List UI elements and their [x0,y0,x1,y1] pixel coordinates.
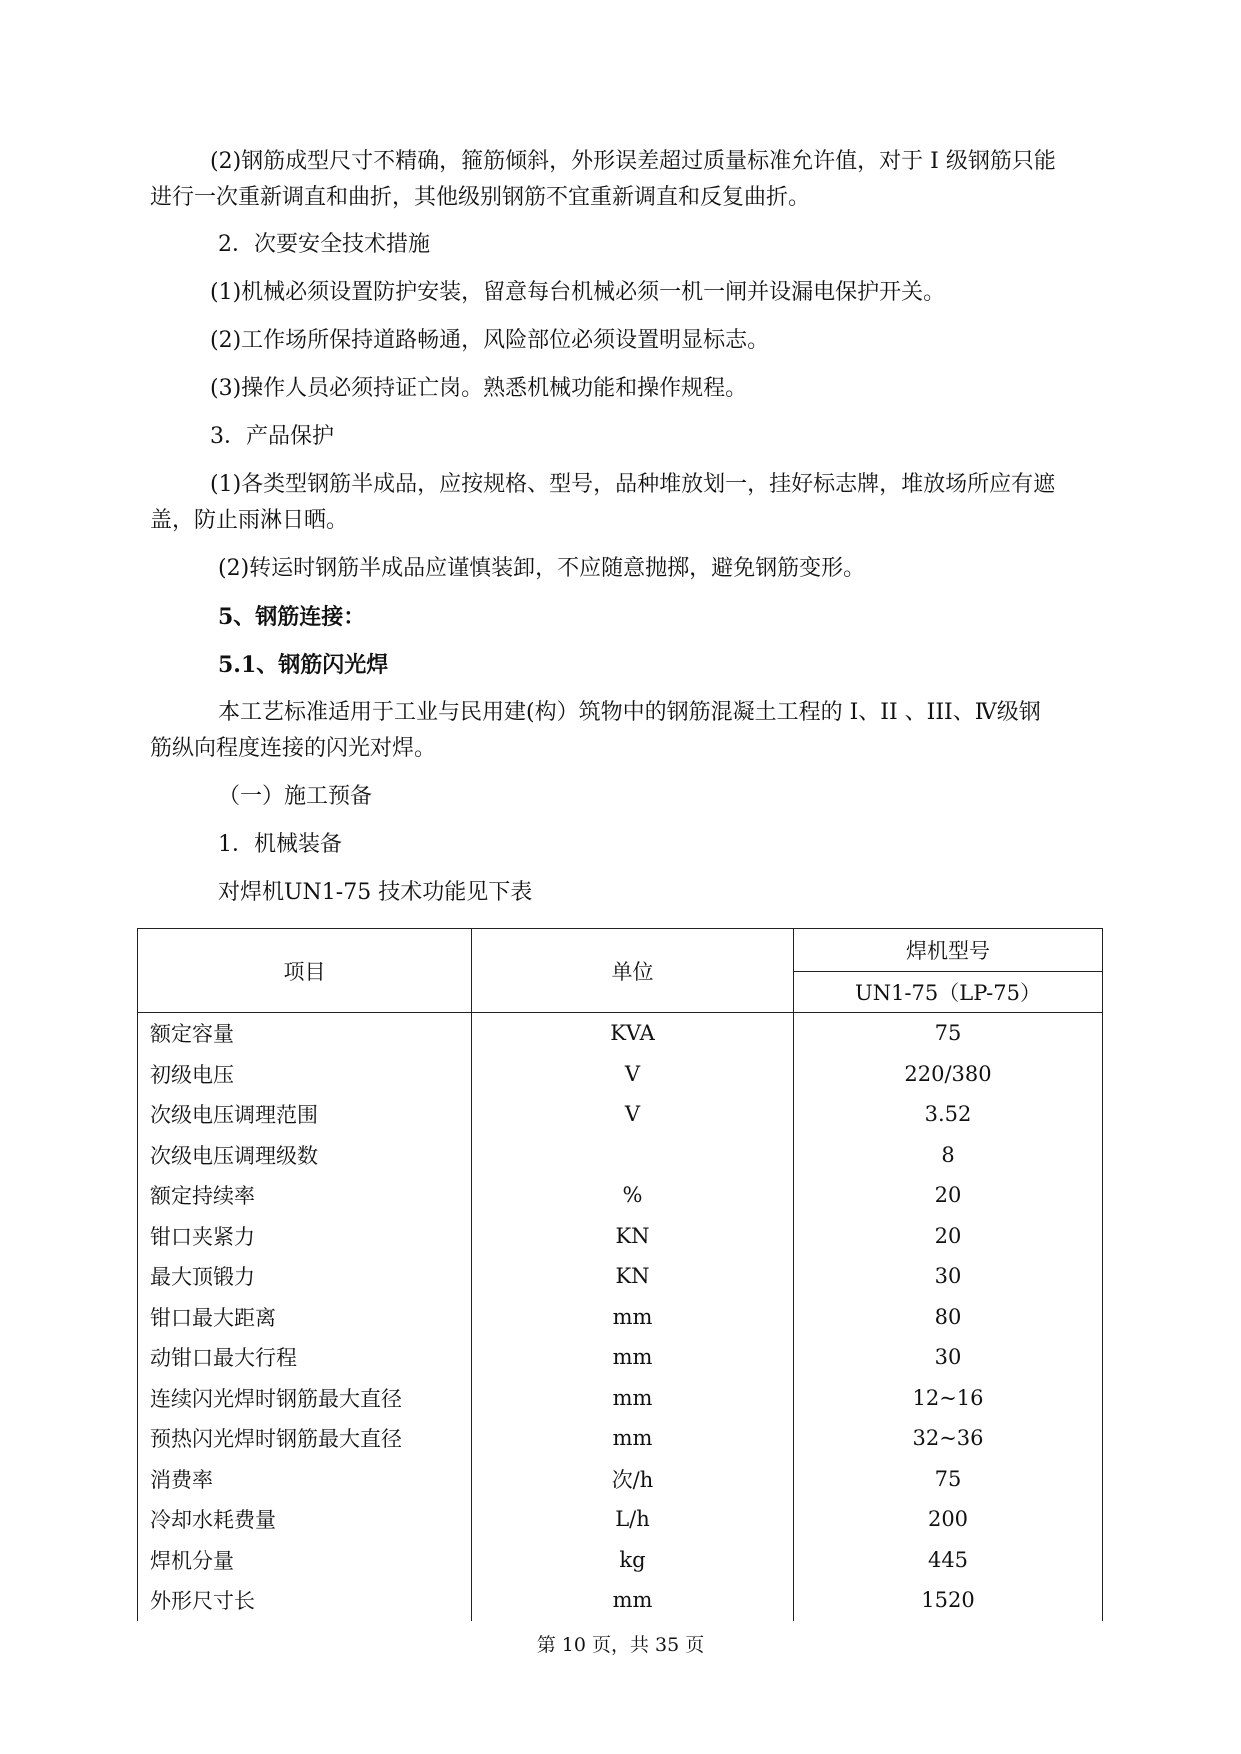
table-row [138,1540,1103,1581]
table-body [138,1013,1103,1621]
row-unit: mm [472,1378,794,1419]
paragraph-safety-2: (2)工作场所保持道路畅通，风险部位必须设置明显标志。 [210,328,770,353]
heading-safety-measures: 2．次要安全技术措施 [218,232,430,257]
row-value: 8 [794,1135,1103,1176]
row-value: 3.52 [794,1094,1103,1135]
heading-construction-prep: （一）施工预备 [218,784,373,809]
table-row [138,1013,1103,1054]
row-item: 额定容量 [138,1013,472,1054]
section-heading-flash-welding: 5.1、钢筋闪光焊 [218,652,389,678]
table-row [138,1094,1103,1135]
table-row [138,1297,1103,1338]
row-unit: KN [472,1216,794,1257]
row-item: 消费率 [138,1459,472,1500]
paragraph-protection-1-line1: (1)各类型钢筋半成品，应按规格、型号，品种堆放划一，挂好标志牌，堆放场所应有遮 [210,472,1056,497]
row-unit: mm [472,1580,794,1621]
row-unit: kg [472,1540,794,1581]
paragraph-protection-1-line2: 盖，防止雨淋日晒。 [150,508,349,533]
row-value: 220/380 [794,1054,1103,1095]
row-unit: mm [472,1297,794,1338]
row-unit: KVA [472,1013,794,1054]
row-unit: KN [472,1256,794,1297]
header-model: 焊机型号 [794,929,1103,972]
row-item: 动钳口最大行程 [138,1337,472,1378]
paragraph-rebar-forming-line1: (2)钢筋成型尺寸不精确，箍筋倾斜，外形误差超过质量标准允许值，对于 I 级钢筋只能 [210,149,1056,174]
table-row [138,1175,1103,1216]
row-item: 预热闪光焊时钢筋最大直径 [138,1418,472,1459]
row-unit: % [472,1175,794,1216]
page-footer: 第 10 页，共 35 页 [536,1634,705,1656]
paragraph-protection-2: (2)转运时钢筋半成品应谨慎装卸，不应随意抛掷，避免钢筋变形。 [218,556,866,581]
row-value: 1520 [794,1580,1103,1621]
row-item: 钳口最大距离 [138,1297,472,1338]
row-value: 200 [794,1499,1103,1540]
table-row [138,1337,1103,1378]
table-caption: 对焊机UN1-75 技术功能见下表 [218,880,533,905]
paragraph-scope-line1: 本工艺标准适用于工业与民用建(构）筑物中的钢筋混凝土工程的 I、II 、III、Ⅳ级钢 [218,700,1041,725]
row-item: 冷却水耗费量 [138,1499,472,1540]
paragraph-scope-line2: 筋纵向程度连接的闪光对焊。 [150,736,437,761]
row-unit: L/h [472,1499,794,1540]
heading-machinery: 1．机械装备 [218,832,342,857]
row-unit: V [472,1054,794,1095]
paragraph-safety-1: (1)机械必须设置防护安装，留意每台机械必须一机一闸并设漏电保护开关。 [210,280,946,305]
row-value: 30 [794,1256,1103,1297]
paragraph-safety-3: (3)操作人员必须持证亡岗。熟悉机械功能和操作规程。 [210,376,748,401]
row-item: 次级电压调理范围 [138,1094,472,1135]
welder-spec-table [137,928,1103,1621]
row-value: 75 [794,1013,1103,1054]
row-value: 20 [794,1216,1103,1257]
row-item: 初级电压 [138,1054,472,1095]
row-item: 最大顶锻力 [138,1256,472,1297]
row-value: 32~36 [794,1418,1103,1459]
row-item: 次级电压调理级数 [138,1135,472,1176]
row-item: 额定持续率 [138,1175,472,1216]
row-unit: mm [472,1337,794,1378]
table-row [138,1459,1103,1500]
row-item: 焊机分量 [138,1540,472,1581]
table-row [138,1216,1103,1257]
row-unit: V [472,1094,794,1135]
row-value: 80 [794,1297,1103,1338]
row-value: 12~16 [794,1378,1103,1419]
row-unit: mm [472,1418,794,1459]
header-item: 项目 [138,929,472,1013]
row-value: 30 [794,1337,1103,1378]
table-row [138,1378,1103,1419]
row-value: 20 [794,1175,1103,1216]
row-value: 445 [794,1540,1103,1581]
table-row [138,1499,1103,1540]
row-item: 连续闪光焊时钢筋最大直径 [138,1378,472,1419]
header-unit: 单位 [472,929,794,1013]
row-item: 钳口夹紧力 [138,1216,472,1257]
paragraph-rebar-forming-line2: 进行一次重新调直和曲折，其他级别钢筋不宜重新调直和反复曲折。 [150,185,811,210]
table-row [138,1054,1103,1095]
table-row [138,1135,1103,1176]
row-value: 75 [794,1459,1103,1500]
row-unit: 次/h [472,1459,794,1500]
row-item: 外形尺寸长 [138,1580,472,1621]
section-heading-rebar-connection: 5、钢筋连接： [218,604,366,630]
table-row [138,1256,1103,1297]
row-unit [472,1135,794,1176]
table-row [138,1418,1103,1459]
table-row [138,1580,1103,1621]
header-model-name: UN1-75（LP-75） [794,972,1103,1013]
heading-product-protection: 3．产品保护 [210,424,334,449]
